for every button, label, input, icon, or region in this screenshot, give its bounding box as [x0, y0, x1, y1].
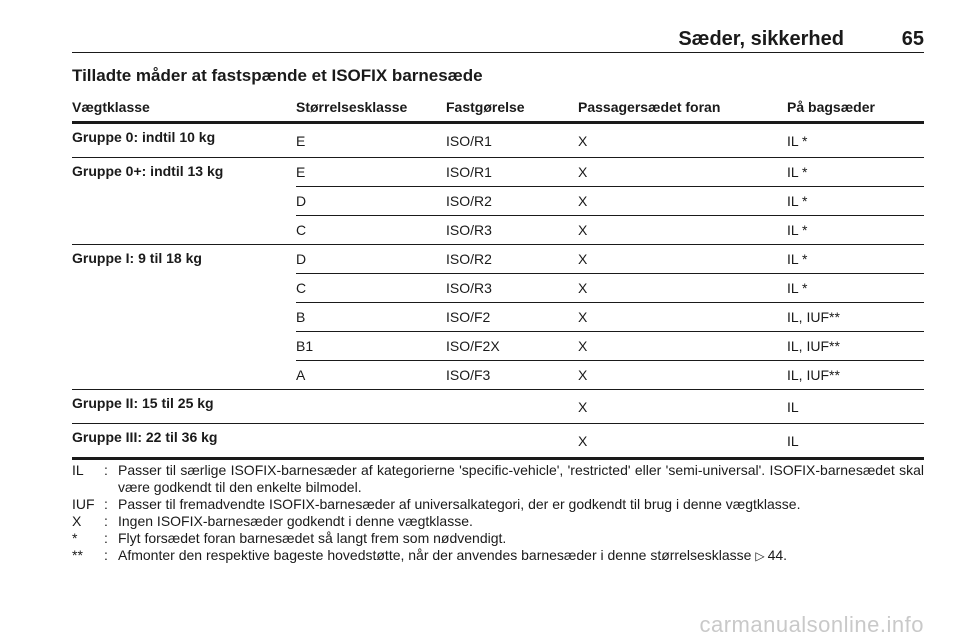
front-seat-cell: X — [578, 158, 787, 187]
front-seat-cell: X — [578, 361, 787, 390]
page-header-title: Sæder, sikkerhed — [678, 28, 844, 50]
fixture-cell: ISO/F2X — [446, 332, 578, 361]
size-class-cell: C — [296, 274, 446, 303]
size-class-cell: E — [296, 158, 446, 187]
footnote-separator: : — [104, 496, 108, 512]
front-seat-cell: X — [578, 187, 787, 216]
rear-seats-cell: IL — [787, 424, 924, 459]
size-class-cell: D — [296, 245, 446, 274]
rear-seats-cell: IL * — [787, 216, 924, 245]
rear-seats-cell: IL * — [787, 245, 924, 274]
rear-seats-cell: IL, IUF** — [787, 303, 924, 332]
weight-class-cell: Gruppe I: 9 til 18 kg — [72, 245, 296, 390]
rear-seats-cell: IL — [787, 390, 924, 424]
weight-class-cell: Gruppe 0: indtil 10 kg — [72, 123, 296, 158]
table-row — [72, 123, 924, 158]
front-seat-cell: X — [578, 216, 787, 245]
fixture-cell: ISO/R2 — [446, 245, 578, 274]
fixture-cell — [446, 390, 578, 424]
table-header-row — [72, 92, 924, 123]
page-header — [72, 26, 924, 53]
size-class-cell: A — [296, 361, 446, 390]
rear-seats-cell: IL, IUF** — [787, 361, 924, 390]
footnote-text: Flyt forsædet foran barnesædet så langt frem som nødvendigt. — [118, 530, 507, 546]
size-class-cell — [296, 390, 446, 424]
column-header-size-class: Størrelsesklasse — [296, 92, 446, 123]
weight-class-cell: Gruppe III: 22 til 36 kg — [72, 424, 296, 459]
fixture-cell — [446, 424, 578, 459]
column-header-front-passenger-seat: Passagersædet foran — [578, 92, 787, 123]
footnote-item — [72, 462, 924, 496]
watermark: carmanualsonline.info — [699, 612, 924, 637]
rear-seats-cell: IL * — [787, 274, 924, 303]
footnote-text-block — [118, 547, 924, 565]
size-class-cell: D — [296, 187, 446, 216]
size-class-cell: C — [296, 216, 446, 245]
fixture-cell: ISO/R2 — [446, 187, 578, 216]
footnote-text-block — [118, 530, 924, 547]
rear-seats-cell: IL * — [787, 123, 924, 158]
footnote-text-block — [118, 462, 924, 496]
front-seat-cell: X — [578, 424, 787, 459]
footnote-text-block — [118, 496, 924, 513]
footnote-text: Passer til særlige ISOFIX-barnesæder af kategorierne 'specific-vehicle', 'restricted' eller 'semi-universal'. ISOFIX-barnesædet skal være godkendt til den enkelte bilmodel. — [118, 462, 924, 495]
table-row — [72, 158, 924, 187]
page-number: 65 — [901, 28, 924, 50]
footnote-item — [72, 496, 924, 513]
footnote-item — [72, 547, 924, 565]
footnote-key: * — [72, 530, 78, 546]
rear-seats-cell: IL * — [787, 187, 924, 216]
table-body — [72, 123, 924, 459]
size-class-cell: B — [296, 303, 446, 332]
rear-seats-cell: IL, IUF** — [787, 332, 924, 361]
fixture-cell: ISO/F2 — [446, 303, 578, 332]
section-title: Tilladte måder at fastspænde et ISOFIX barnesæde — [72, 66, 483, 85]
column-header-fixture: Fastgørelse — [446, 92, 578, 123]
front-seat-cell: X — [578, 123, 787, 158]
size-class-cell: B1 — [296, 332, 446, 361]
table-row — [72, 424, 924, 459]
footnote-key: X — [72, 513, 82, 529]
size-class-cell: E — [296, 123, 446, 158]
page-reference-arrow-icon: ▷ — [755, 549, 765, 563]
column-header-weight-class: Vægtklasse — [72, 92, 296, 123]
column-header-rear-seats: På bagsæder — [787, 92, 924, 123]
footnote-separator: : — [104, 547, 108, 563]
isofix-table — [72, 92, 924, 460]
size-class-cell — [296, 424, 446, 459]
fixture-cell: ISO/R1 — [446, 158, 578, 187]
fixture-cell: ISO/R3 — [446, 274, 578, 303]
footnote-key: IL — [72, 462, 84, 478]
fixture-cell: ISO/R3 — [446, 216, 578, 245]
front-seat-cell: X — [578, 245, 787, 274]
footnote-text: Passer til fremadvendte ISOFIX-barnesæder af universalkategori, der er godkendt til brug i denne vægtklasse. — [118, 496, 801, 512]
footnote-text: Afmonter den respektive bageste hovedstøtte, når der anvendes barnesæder i denne størrelsesklasse — [118, 547, 752, 563]
table-row — [72, 390, 924, 424]
rear-seats-cell: IL * — [787, 158, 924, 187]
footnotes — [72, 462, 924, 565]
weight-class-cell: Gruppe 0+: indtil 13 kg — [72, 158, 296, 245]
footnote-separator: : — [104, 462, 108, 478]
footnote-key: ** — [72, 547, 83, 563]
front-seat-cell: X — [578, 274, 787, 303]
table-row — [72, 245, 924, 274]
fixture-cell: ISO/F3 — [446, 361, 578, 390]
front-seat-cell: X — [578, 332, 787, 361]
footnote-text-block — [118, 513, 924, 530]
footnote-item — [72, 530, 924, 547]
footnote-separator: : — [104, 513, 108, 529]
fixture-cell: ISO/R1 — [446, 123, 578, 158]
footnote-separator: : — [104, 530, 108, 546]
footnote-text: Ingen ISOFIX-barnesæder godkendt i denne vægtklasse. — [118, 513, 473, 529]
page-reference-link[interactable]: 44. — [767, 547, 788, 563]
footnote-key: IUF — [72, 496, 95, 512]
weight-class-cell: Gruppe II: 15 til 25 kg — [72, 390, 296, 424]
footnote-item — [72, 513, 924, 530]
front-seat-cell: X — [578, 303, 787, 332]
front-seat-cell: X — [578, 390, 787, 424]
